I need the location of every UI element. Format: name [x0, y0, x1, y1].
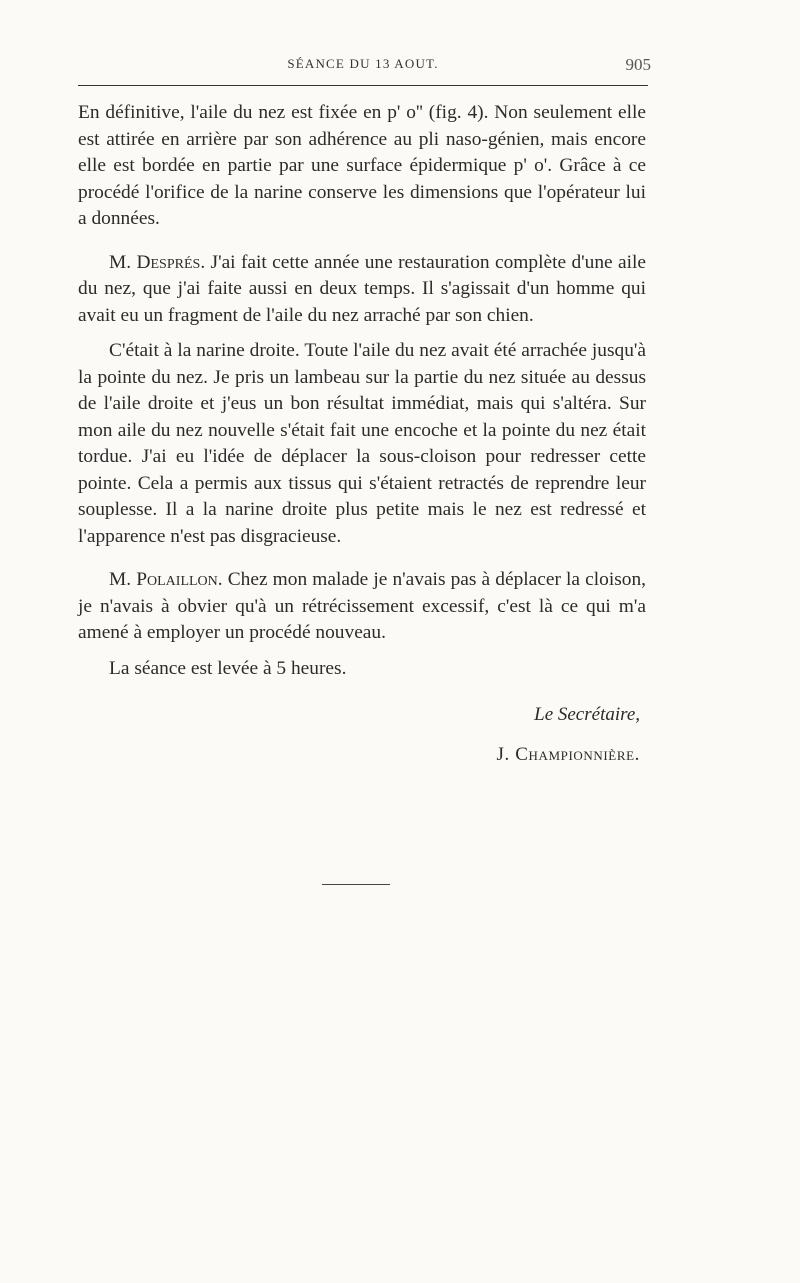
paragraph-definitive — [78, 100, 646, 233]
running-title: SÉANCE DU 13 AOUT. — [287, 56, 439, 71]
paragraph-text: La séance est levée à 5 heures. — [109, 657, 347, 679]
paragraph-text: En définitive, l'aile du nez est fixée en p' o'' (fig. 4). Non seulement elle est attirée en arrière par son adhérence au pli naso-génien, mais encore elle est bordée en partie par une surface épidermique p' o'. Grâce à ce procédé l'orifice de la narine conserve les dimensions que l'opérateur lui a données. — [78, 102, 646, 229]
speaker-name: Després — [136, 251, 201, 273]
header-rule — [78, 85, 648, 86]
paragraph-narine-droite — [78, 338, 646, 550]
signature-title: Le Secrétaire, — [534, 704, 640, 725]
signature-name: J. Championnière. — [496, 744, 640, 765]
speaker-name: Polaillon — [136, 569, 218, 590]
paragraph-polaillon — [78, 567, 646, 647]
speaker-prefix: M. — [109, 569, 137, 590]
end-rule — [322, 884, 390, 885]
page-number: 905 — [625, 55, 651, 74]
speaker-prefix: M. — [109, 251, 137, 273]
paragraph-despres — [78, 250, 646, 330]
paragraph-text: . J'ai fait cette année une restauration complète d'une aile du nez, que j'ai faite aussi en deux temps. Il s'agissait d'un homme qui avait eu un fragment de l'aile du nez arraché par son chien. — [78, 251, 646, 326]
paragraph-text: . Chez mon malade je n'avais pas à déplacer la cloison, je n'avais à obvier qu'à un rétrécissement excessif, c'est là ce qui m'a amené à employer un procédé nouveau. — [78, 569, 646, 643]
body-text — [78, 100, 646, 682]
running-head — [78, 55, 651, 80]
paragraph-text: C'était à la narine droite. Toute l'aile du nez avait été arrachée jusqu'à la pointe du nez. Je pris un lambeau sur la partie du nez située au dessus de l'aile droite et j'eus un bon résultat immédiat, mais qui s'altéra. Sur mon aile du nez nouvelle s'était fait une encoche et la pointe du nez était tordue. J'ai eu l'idée de déplacer la sous-cloison pour redresser cette pointe. Cela a permis aux tissus qui s'étaient retractés de reprendre leur souplesse. Il a la narine droite plus petite mais le nez est redressé et l'apparence n'est pas disgracieuse. — [78, 340, 646, 547]
paragraph-seance-levee — [78, 656, 646, 683]
